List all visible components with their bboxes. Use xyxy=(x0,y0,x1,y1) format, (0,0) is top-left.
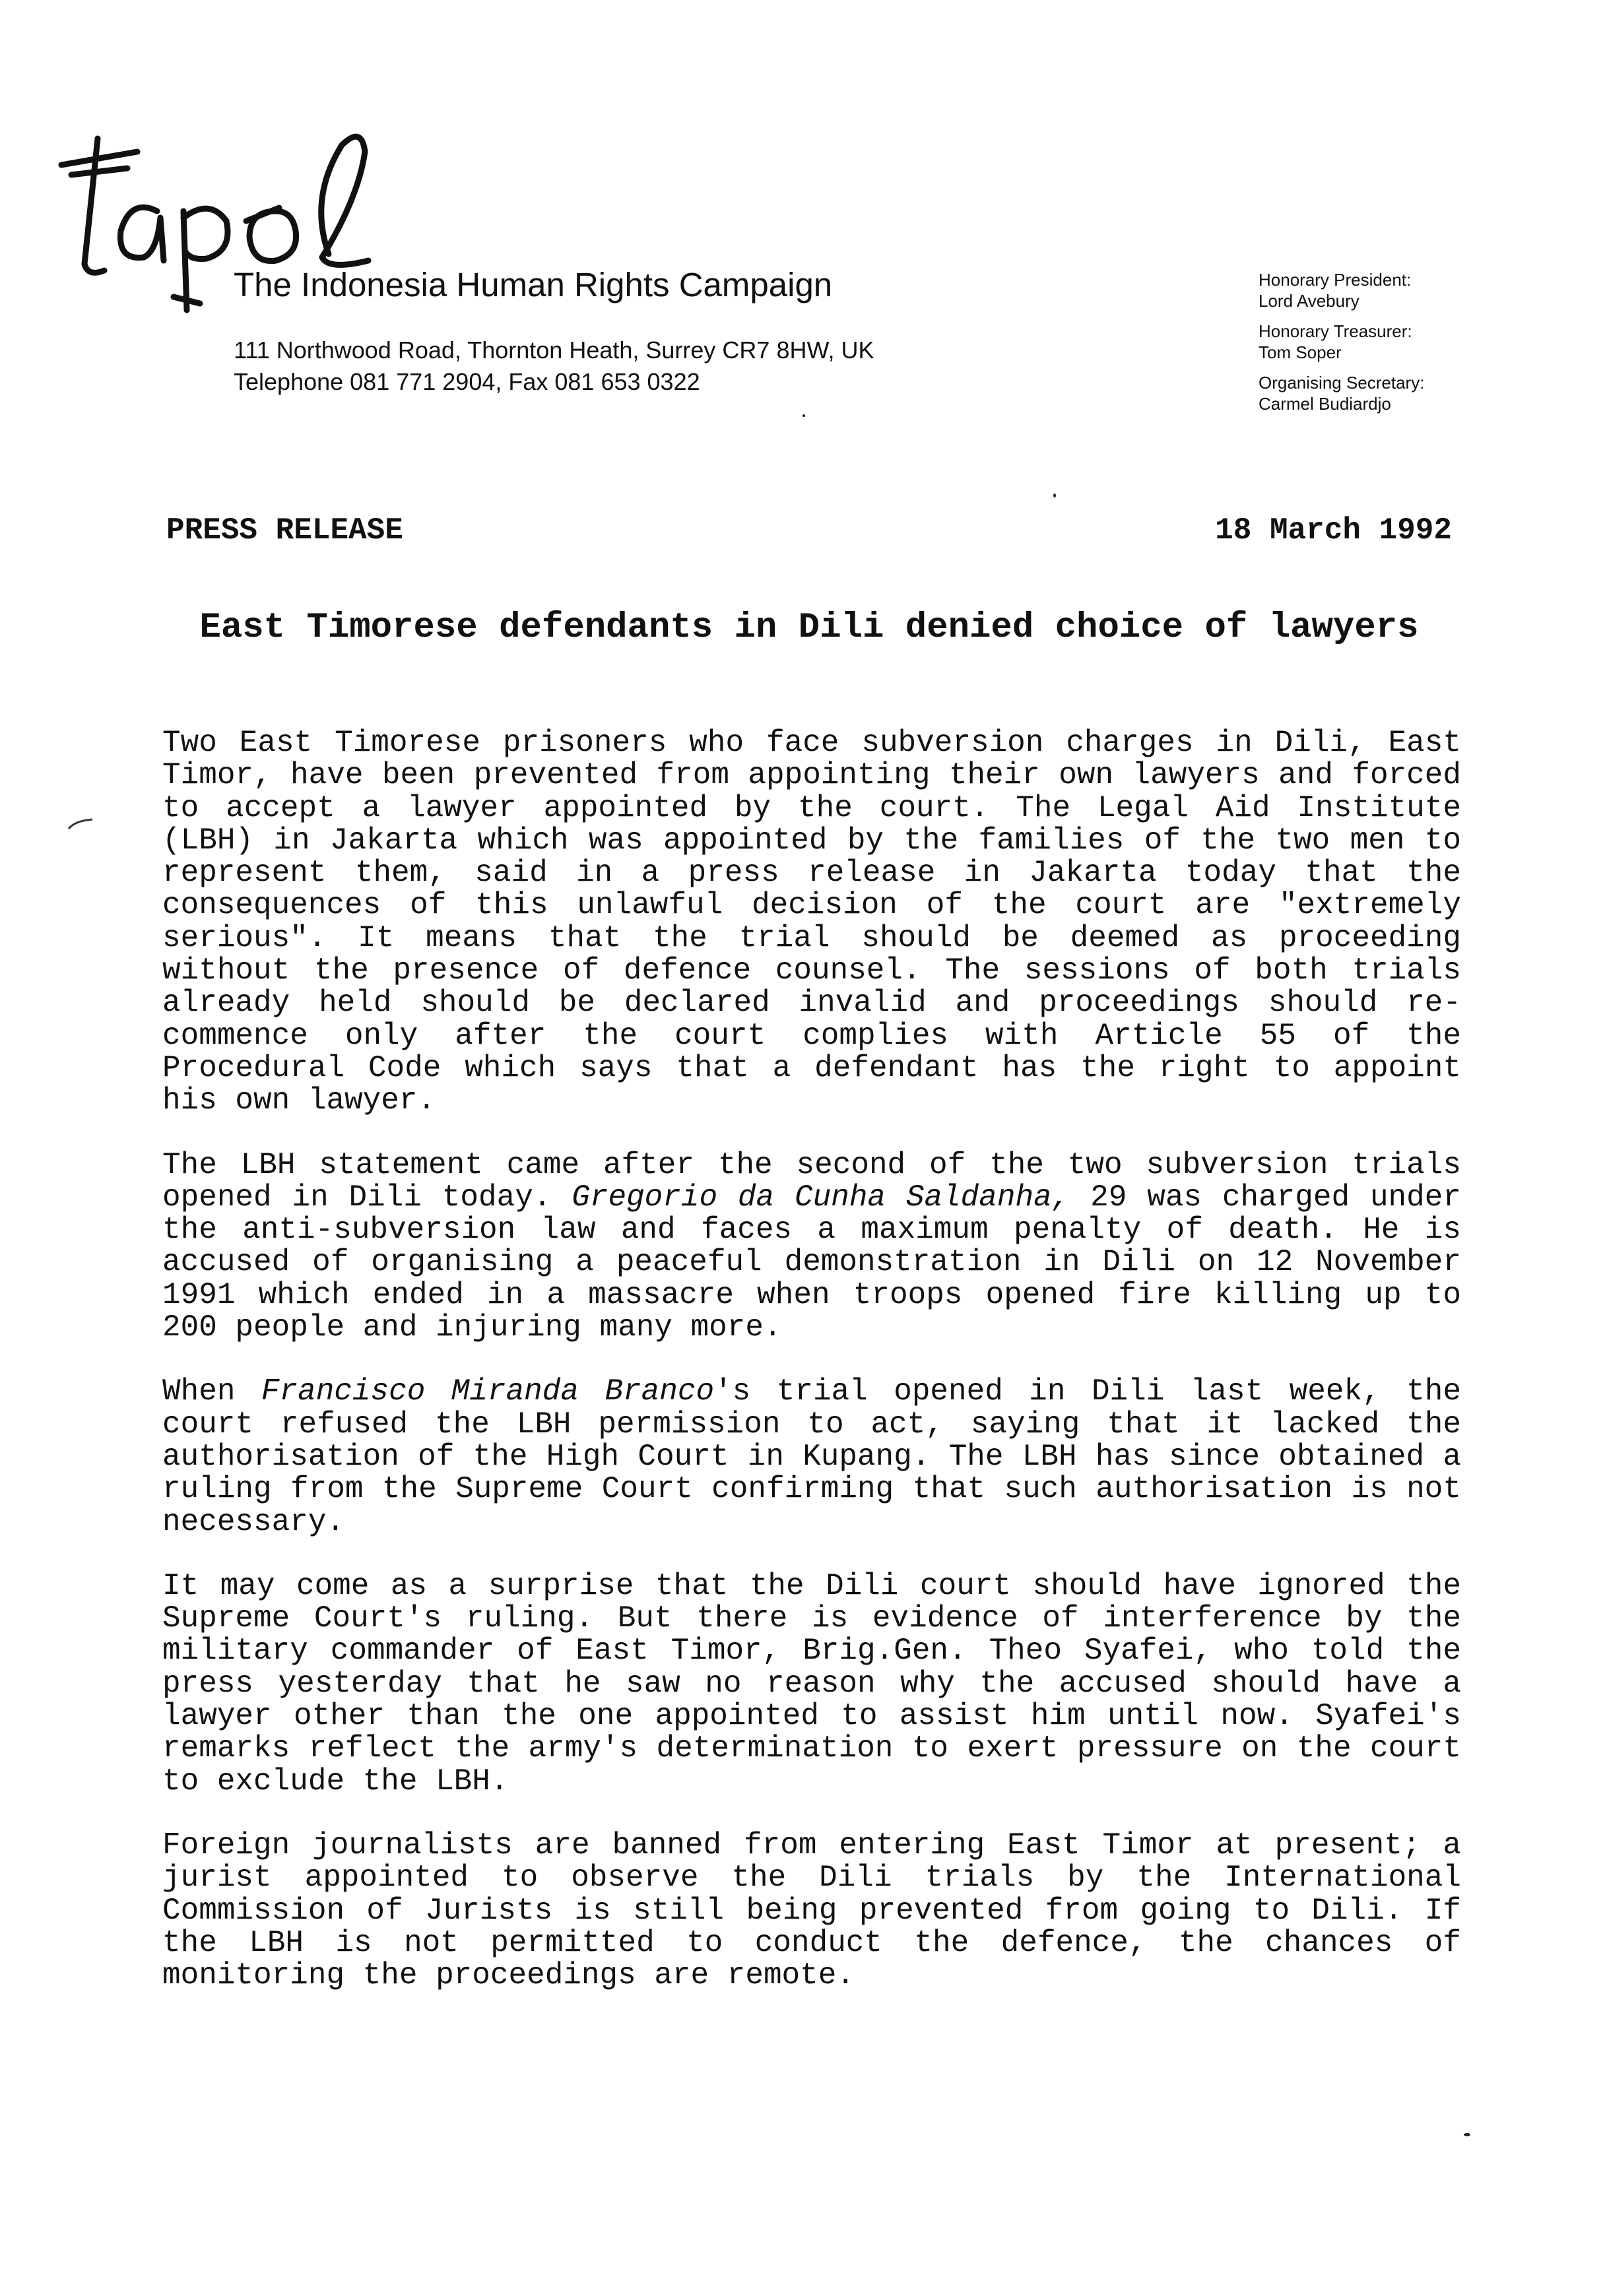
defendant-name: Gregorio da Cunha Saldanha, xyxy=(572,1180,1070,1215)
telephone-fax: Telephone 081 771 2904, Fax 081 653 0322 xyxy=(234,368,700,395)
text-span: 29 was charged under the anti-subversion law and faces a maximum penalty of death. He is accused of organising a peaceful demonstration in Dili on 12 November 1991 which ended in a massacre when troops opened fire killing up to 200 people and injuring many more. xyxy=(162,1180,1461,1345)
officer-role: Organising Secretary: xyxy=(1259,373,1425,393)
officers-list xyxy=(1259,269,1424,424)
officer-role: Honorary President: xyxy=(1259,270,1412,290)
release-date: 18 March 1992 xyxy=(1215,513,1452,548)
paragraph: Two East Timorese prisoners who face subversion charges in Dili, East Timor, have been prevented from appointing their own lawyers and forced to accept a lawyer appointed by the court. The Legal Aid Institute (LBH) in Jakarta which was appointed by the families of the two men to represent them, said in a press release in Jakarta today that the consequences of this unlawful decision of the court are "extremely serious". It means that the trial should be deemed as proceeding without the presence of defence counsel. The sessions of both trials already held should be declared invalid and proceedings should re-commence only after the court complies with Article 55 of the Procedural Code which says that a defendant has the right to appoint his own lawyer. xyxy=(162,726,1461,1118)
text-span: 's trial opened in Dili last week, the court refused the LBH permission to act, saying that it lacked the authorisation of the High Court in Kupang. The LBH has since obtained a ruling from the Supreme Court confirming that such authorisation is not necessary. xyxy=(162,1374,1461,1539)
paragraph: Foreign journalists are banned from entering East Timor at present; a jurist appointed to observe the Dili trials by the International Commission of Jurists is still being prevented from going to Dili. If the LBH is not permitted to conduct the defence, the chances of monitoring the proceedings are remote. xyxy=(162,1828,1461,1993)
officer-president xyxy=(1259,269,1424,311)
scan-speck xyxy=(1464,2133,1470,2136)
officer-role: Honorary Treasurer: xyxy=(1259,321,1412,341)
paragraph xyxy=(162,1376,1461,1538)
officer-treasurer xyxy=(1259,321,1424,363)
scan-mark xyxy=(66,817,95,833)
organization-name: The Indonesia Human Rights Campaign xyxy=(234,266,833,303)
document-type-label: PRESS RELEASE xyxy=(166,513,403,548)
officer-name: Carmel Budiardjo xyxy=(1259,394,1391,414)
text-span: When xyxy=(162,1374,261,1409)
text-span: The LBH statement came after the second of the two subversion trials opened in Dili today. xyxy=(162,1147,1461,1215)
street-address: 111 Northwood Road, Thornton Heath, Surrey CR7 8HW, UK xyxy=(234,336,874,364)
officer-secretary xyxy=(1259,372,1424,414)
paragraph: It may come as a surprise that the Dili court should have ignored the Supreme Court's ruling. But there is evidence of interference by the military commander of East Timor, Brig.Gen. Theo Syafei, who told the press yesterday that he saw no reason why the accused should have a lawyer other than the one appointed to assist him until now. Syafei's remarks reflect the army's determination to exert pressure on the court to exclude the LBH. xyxy=(162,1568,1461,1799)
officer-name: Tom Soper xyxy=(1259,342,1342,362)
headline: East Timorese defendants in Dili denied choice of lawyers xyxy=(199,608,1419,648)
scan-speck xyxy=(1053,494,1056,497)
officer-name: Lord Avebury xyxy=(1259,291,1359,311)
article-body xyxy=(162,727,1461,2024)
organization-address xyxy=(234,335,874,398)
defendant-name: Francisco Miranda Branco xyxy=(261,1374,715,1409)
paragraph xyxy=(162,1149,1461,1345)
scan-speck xyxy=(802,414,805,417)
